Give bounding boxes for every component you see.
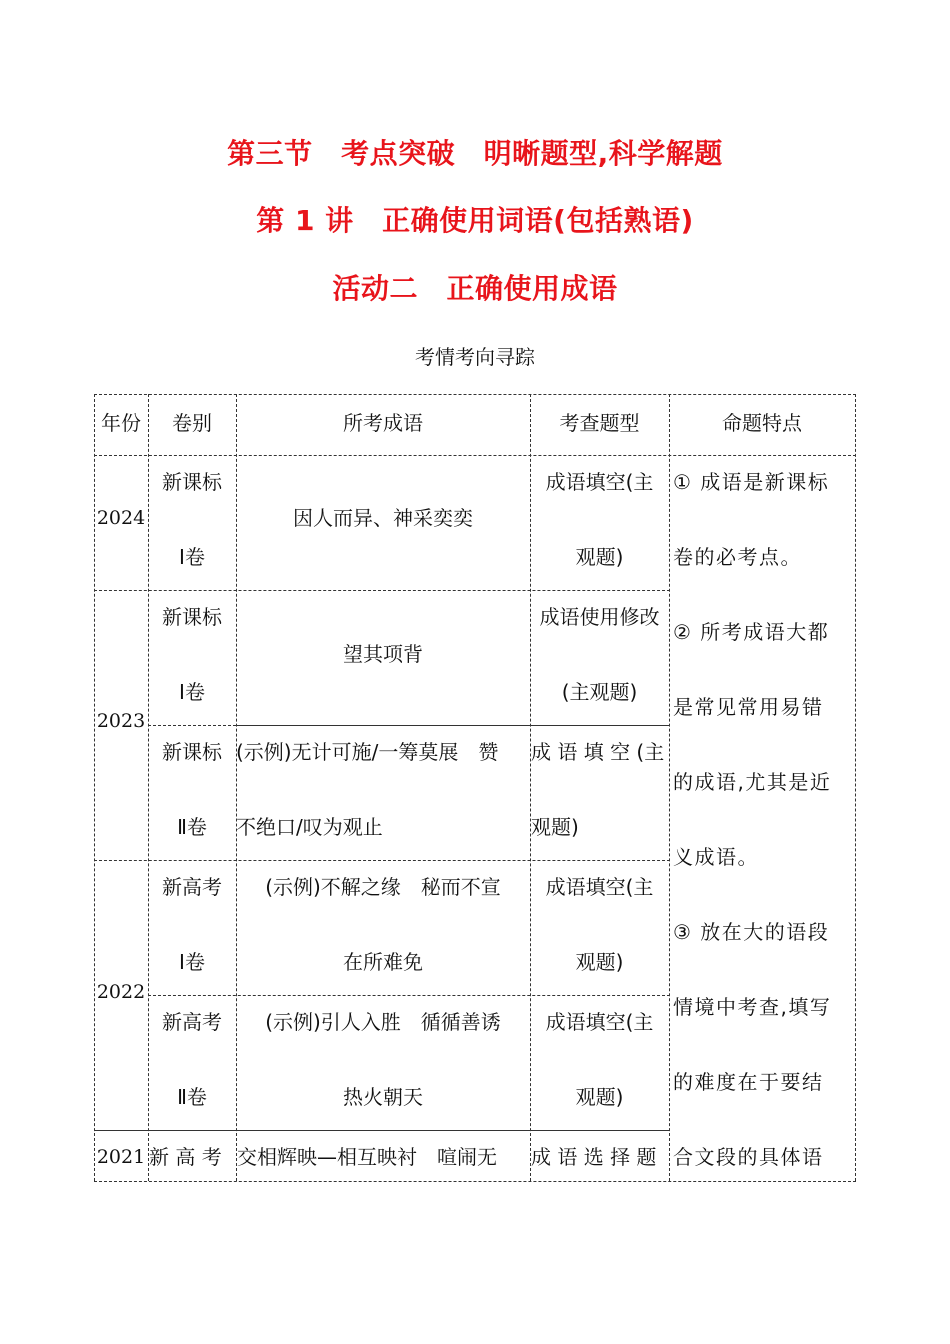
idioms-cell: (示例)引人入胜 循循善诱	[265, 1010, 501, 1034]
paper-cell: Ⅰ卷	[179, 680, 205, 704]
idioms-cell: 在所难免	[343, 950, 423, 974]
idioms-cell: 望其项背	[343, 642, 423, 666]
idioms-cell: 不绝口/叹为观止	[236, 815, 383, 839]
type-cell: (主观题)	[561, 680, 638, 704]
feature-line: ③ 放在大的语段	[673, 920, 830, 944]
year-cell: 2022	[96, 981, 146, 1003]
feature-line: 卷的必考点。	[673, 545, 802, 569]
paper-cell: 新课标	[162, 470, 222, 494]
type-cell: 成语填空(主	[545, 470, 654, 494]
type-cell: 观题)	[575, 950, 624, 974]
year-cell: 2024	[96, 507, 146, 529]
feature-line: 合文段的具体语	[673, 1145, 824, 1169]
idioms-cell: (示例)不解之缘 秘而不宣	[265, 875, 501, 899]
idioms-cell: 热火朝天	[343, 1085, 423, 1109]
paper-cell: 新高考	[162, 875, 222, 899]
feature-line: 情境中考查,填写	[673, 995, 832, 1019]
header-year: 年份	[101, 411, 141, 435]
header-idioms: 所考成语	[343, 411, 423, 435]
feature-line: 的成语,尤其是近	[673, 770, 832, 794]
paper-cell: 新高考	[162, 1010, 222, 1034]
feature-line: ① 成语是新课标	[673, 470, 830, 494]
lecture-title: 第 1 讲 正确使用词语(包括熟语)	[256, 204, 694, 237]
paper-cell: Ⅰ卷	[179, 545, 205, 569]
type-cell: 成 语 填 空 (主	[531, 740, 665, 764]
table-caption: 考情考向寻踪	[415, 345, 535, 369]
year-cell: 2023	[96, 710, 146, 732]
type-cell: 观题)	[575, 545, 624, 569]
type-cell: 成语填空(主	[545, 1010, 654, 1034]
feature-line: 的难度在于要结	[673, 1070, 824, 1094]
section-title: 第三节 考点突破 明晰题型,科学解题	[227, 137, 723, 170]
type-cell: 成语使用修改	[539, 605, 660, 629]
paper-cell: 新课标	[162, 740, 222, 764]
header-type: 考查题型	[559, 411, 640, 435]
table-border-right	[855, 394, 856, 1181]
idioms-cell: 因人而异、神采奕奕	[293, 506, 473, 530]
activity-title: 活动二 正确使用成语	[332, 272, 618, 305]
idioms-cell: (示例)无计可施/一筹莫展 赞	[236, 740, 499, 764]
idioms-cell: 交相辉映—相互映衬 喧闹无	[237, 1145, 497, 1169]
paper-cell: Ⅰ卷	[179, 950, 205, 974]
paper-cell: Ⅱ卷	[177, 815, 207, 839]
year-cell: 2021	[96, 1146, 146, 1168]
type-cell: 成语填空(主	[545, 875, 654, 899]
header-paper: 卷别	[172, 411, 212, 435]
paper-cell: Ⅱ卷	[177, 1085, 207, 1109]
paper-cell: 新 高 考	[149, 1145, 222, 1169]
feature-line: 是常见常用易错	[673, 695, 824, 719]
feature-line: 义成语。	[673, 845, 759, 869]
features-cell	[673, 445, 855, 1195]
type-cell: 观题)	[575, 1085, 624, 1109]
paper-cell: 新课标	[162, 605, 222, 629]
type-cell: 成 语 选 择 题	[531, 1145, 657, 1169]
header-features: 命题特点	[722, 411, 802, 435]
type-cell: 观题)	[531, 815, 579, 839]
feature-line: ② 所考成语大都	[673, 620, 830, 644]
